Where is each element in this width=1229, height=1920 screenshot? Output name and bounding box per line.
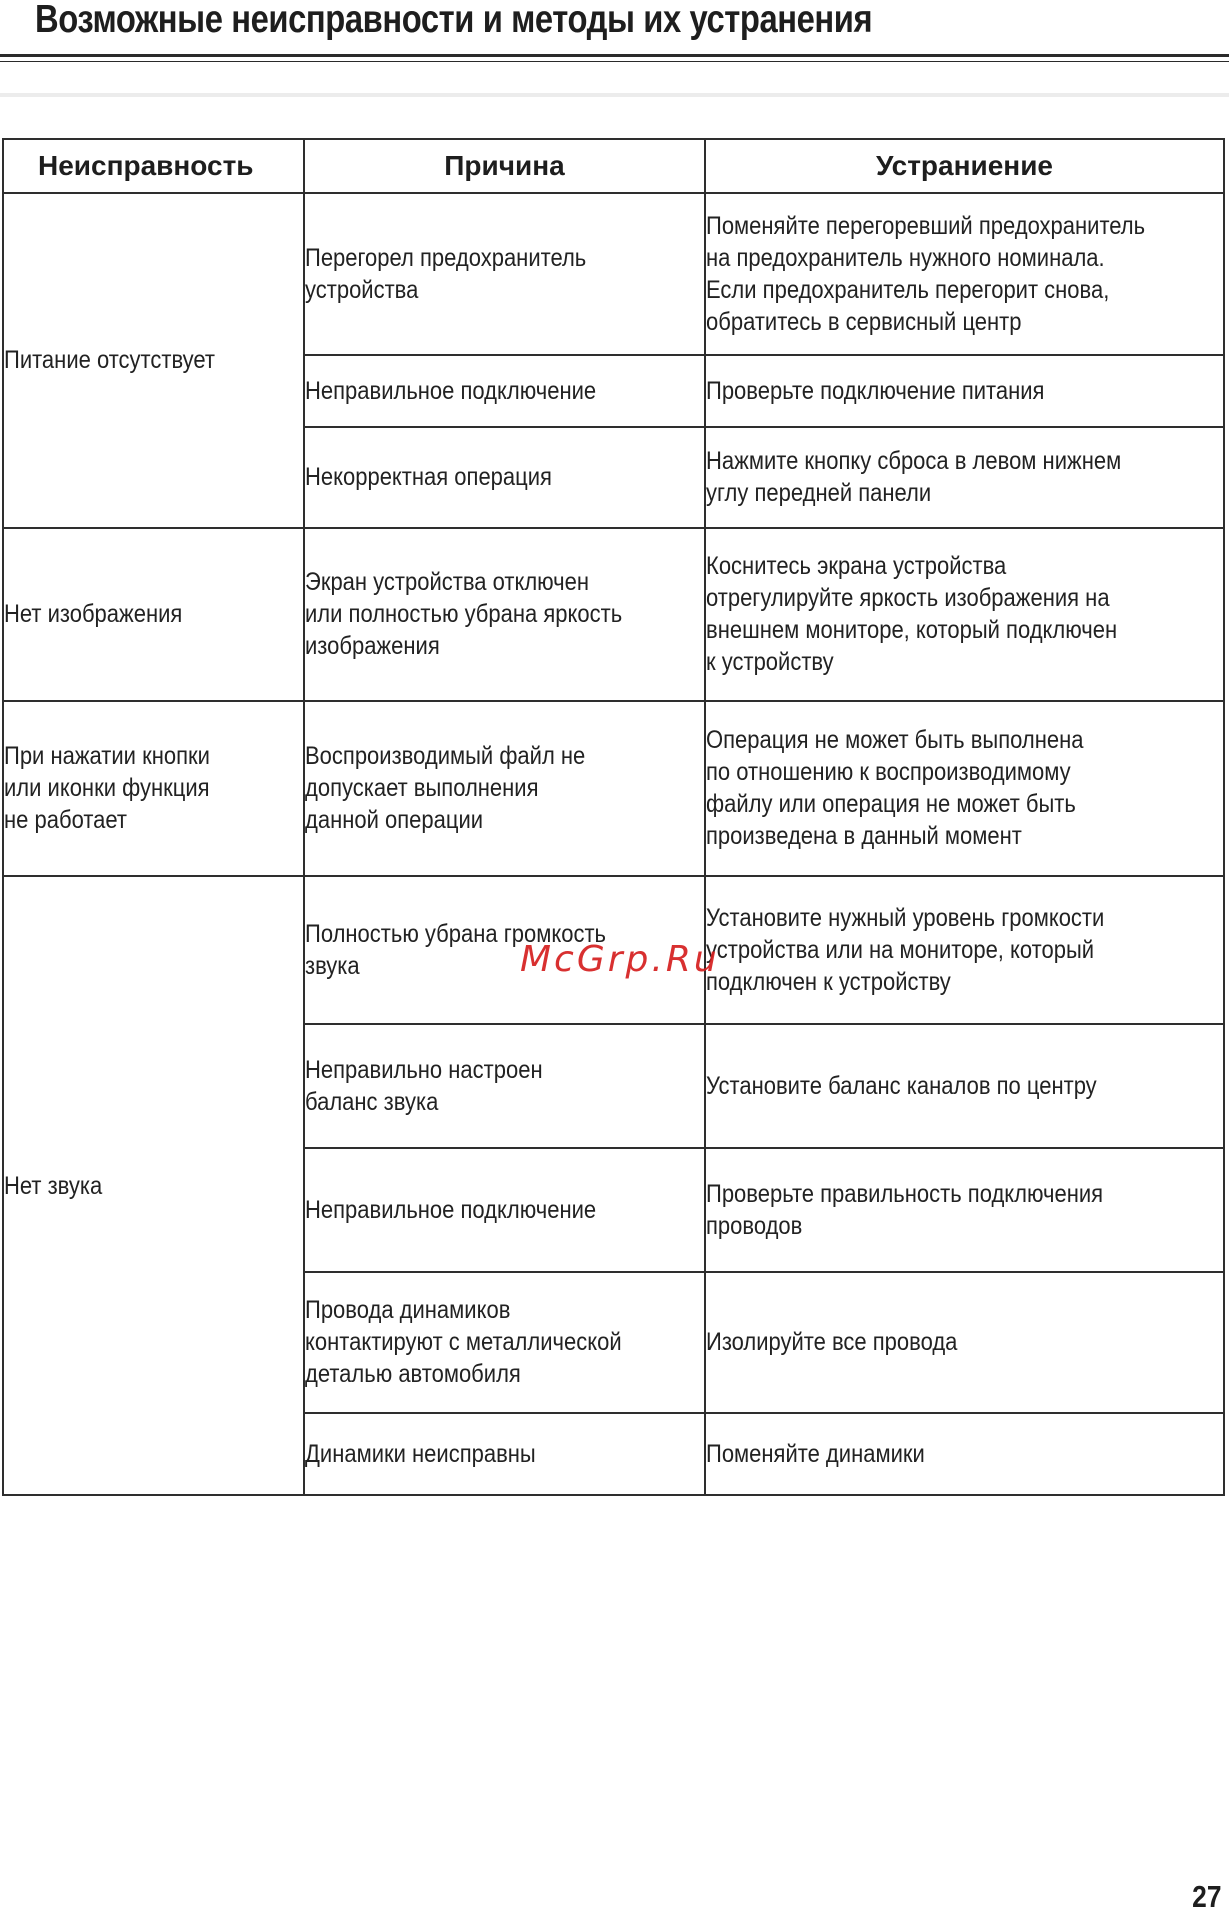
- header-cause: Причина: [304, 139, 705, 193]
- table-header-row: [3, 139, 1224, 193]
- fix-cell: [705, 1024, 1224, 1148]
- fix-text: Изолируйте все провода: [706, 1328, 958, 1357]
- fix-cell: [705, 427, 1224, 527]
- page-number: 27: [1191, 1879, 1221, 1914]
- cause-text: Некорректная операция: [305, 463, 552, 492]
- fault-text: Нет изображения: [4, 600, 183, 629]
- title-underline-thick: [0, 54, 1229, 57]
- cause-text: Динамики неисправны: [305, 1439, 536, 1468]
- fix-text: Нажмите кнопку сброса в левом нижнем углу передней панели: [706, 447, 1122, 508]
- cause-text: Полностью убрана громкость звука: [305, 920, 607, 981]
- fix-text: Поменяйте перегоревший предохранитель на предохранитель нужного номинала. Если предохранитель перегорит снова, обратитесь в сервисный центр: [706, 212, 1146, 337]
- page-title: Возможные неисправности и методы их устранения: [35, 0, 873, 41]
- title-underline-thin: [0, 61, 1229, 62]
- fix-cell: [705, 701, 1224, 876]
- fault-cell: [3, 876, 304, 1495]
- watermark: McGrp.Ru: [520, 939, 720, 980]
- fix-cell: [705, 528, 1224, 701]
- fault-cell: [3, 193, 304, 527]
- cause-text: Экран устройства отключен или полностью убрана яркость изображения: [305, 568, 623, 661]
- fault-text: При нажатии кнопки или иконки функция не работает: [4, 742, 210, 835]
- fix-text: Операция не может быть выполнена по отношению к воспроизводимому файлу или операция не может быть произведена в данный момент: [706, 726, 1084, 851]
- cause-text: Провода динамиков контактируют с металлической деталью автомобиля: [305, 1296, 622, 1389]
- cause-text: Неправильно настроен баланс звука: [305, 1056, 543, 1117]
- header-fault: Неисправность: [3, 139, 304, 193]
- cause-cell: [304, 427, 705, 527]
- cause-cell: [304, 193, 705, 355]
- cause-cell: [304, 1413, 705, 1495]
- table-row: [3, 193, 1224, 355]
- troubleshooting-table: [2, 138, 1225, 1496]
- fix-cell: [705, 1272, 1224, 1413]
- fault-cell: [3, 701, 304, 876]
- fix-cell: [705, 1148, 1224, 1271]
- cause-text: Воспроизводимый файл не допускает выполнения данной операции: [305, 742, 586, 835]
- fix-cell: [705, 355, 1224, 427]
- troubleshooting-table-container: [2, 138, 1223, 1496]
- cause-cell: [304, 1148, 705, 1271]
- header-divider: [0, 93, 1229, 97]
- cause-cell: [304, 528, 705, 701]
- fault-text: Нет звука: [4, 1171, 103, 1200]
- fix-text: Проверьте подключение питания: [706, 377, 1045, 406]
- fix-cell: [705, 193, 1224, 355]
- fix-text: Коснитесь экрана устройства отрегулируйте яркость изображения на внешнем мониторе, который подключен к устройству: [706, 552, 1118, 677]
- cause-text: Неправильное подключение: [305, 377, 597, 406]
- cause-text: Неправильное подключение: [305, 1196, 597, 1224]
- cause-cell: [304, 1024, 705, 1148]
- fault-text: Питание отсутствует: [4, 346, 215, 375]
- cause-cell: [304, 355, 705, 427]
- fix-cell: [705, 1413, 1224, 1495]
- fix-text: Поменяйте динамики: [706, 1439, 925, 1468]
- fix-cell: [705, 876, 1224, 1024]
- fix-text: Установите баланс каналов по центру: [706, 1072, 1097, 1101]
- fix-text: Проверьте правильность подключения проводов: [706, 1180, 1104, 1240]
- cause-cell: [304, 701, 705, 876]
- table-row: [3, 701, 1224, 876]
- table-row: [3, 528, 1224, 701]
- cause-text: Перегорел предохранитель устройства: [305, 244, 587, 305]
- cause-cell: [304, 1272, 705, 1413]
- header-fix: Устраниение: [705, 139, 1224, 193]
- fix-text: Установите нужный уровень громкости устройства или на мониторе, который подключен к устройству: [706, 904, 1105, 997]
- fault-cell: [3, 528, 304, 701]
